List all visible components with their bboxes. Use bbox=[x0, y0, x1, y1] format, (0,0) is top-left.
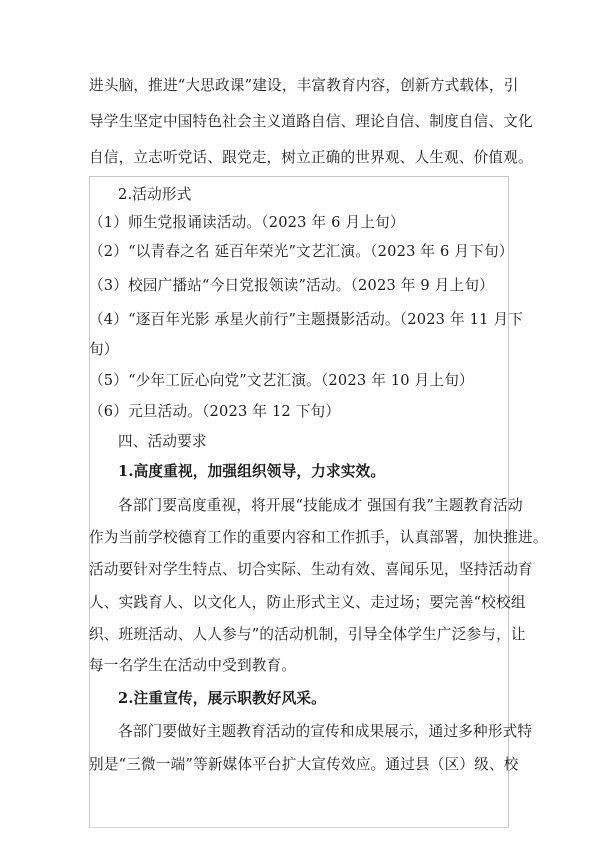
intro-line-2: 导学生坚定中国特色社会主义道路自信、理论自信、制度自信、文化 bbox=[89, 113, 533, 130]
requirement-2-line-2: 别是“三微一端”等新媒体平台扩大宣传效应。通过县（区）级、校 bbox=[89, 756, 519, 773]
requirement-1-line-2: 作为当前学校德育工作的重要内容和工作抓手，认真部署，加快推进。 bbox=[89, 529, 548, 546]
forms-item-2: （2）“以青春之名 延百年荣光”文艺汇演。（2023 年 6 月下旬） bbox=[89, 243, 514, 260]
requirement-2-line-1: 各部门要做好主题教育活动的宣传和成果展示，通过多种形式特 bbox=[118, 723, 533, 740]
requirement-1-line-6: 每一名学生在活动中受到教育。 bbox=[89, 657, 297, 674]
requirements-heading: 四、活动要求 bbox=[118, 433, 207, 450]
forms-item-1: （1）师生党报诵读活动。（2023 年 6 月上旬） bbox=[89, 214, 405, 231]
forms-heading: 2.活动形式 bbox=[118, 186, 192, 203]
forms-item-6: （6）元旦活动。（2023 年 12 下旬） bbox=[89, 403, 341, 420]
requirement-1-line-5: 织、班班活动、人人参与”的活动机制，引导全体学生广泛参与，让 bbox=[89, 626, 526, 643]
requirement-1-line-3: 活动要针对学生特点、切合实际、生动有效、喜闻乐见，坚持活动育 bbox=[89, 561, 533, 578]
requirement-2-heading: 2.注重宣传，展示职教好风采。 bbox=[118, 690, 326, 707]
intro-line-1: 进头脑，推进“大思政课”建设，丰富教育内容，创新方式载体，引 bbox=[89, 77, 519, 94]
requirement-1-line-4: 人、实践育人、以文化人，防止形式主义、走过场；要完善“校校组 bbox=[89, 594, 526, 611]
forms-item-3: （3）校园广播站“今日党报领读”活动。（2023 年 9 月上旬） bbox=[89, 277, 494, 294]
table-bottom-edge bbox=[89, 827, 509, 828]
requirement-1-line-1: 各部门要高度重视，将开展“技能成才 强国有我”主题教育活动 bbox=[118, 497, 523, 514]
intro-line-3: 自信，立志听党话、跟党走，树立正确的世界观、人生观、价值观。 bbox=[89, 149, 533, 166]
forms-item-5: （5）“少年工匠心向党”文艺汇演。（2023 年 10 月上旬） bbox=[89, 372, 474, 389]
forms-item-4-cont: 旬） bbox=[89, 341, 119, 358]
requirement-1-heading: 1.高度重视，加强组织领导，力求实效。 bbox=[118, 463, 386, 480]
forms-item-4: （4）“逐百年光影 承星火前行”主题摄影活动。（2023 年 11 月下 bbox=[89, 311, 524, 328]
